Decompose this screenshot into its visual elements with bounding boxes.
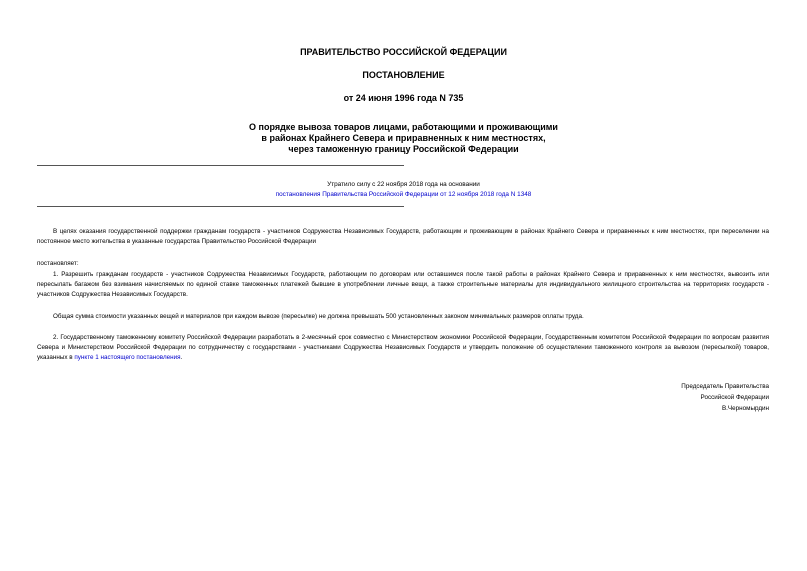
item-1-paragraph: 1. Разрешить гражданам государств - участников Содружества Независимых Государств, работающим по договорам или оставшимся после такой работы в районах Крайнего Севера и приравненных к ним местностях, вывозить или пересылать багажом без взимания начисляемых по единой ставке таможенных платежей бывшие в употреблении личные вещи, а также строительные материалы для индивидуального жилищного строительства на территориях государств - участников Содружества Независимых Государств.: [37, 271, 769, 298]
signatory-position-line-1: Председатель Правительства: [681, 383, 769, 390]
decrees-word: постановляет:: [37, 260, 79, 267]
repeal-decree-link[interactable]: постановления Правительства Российской Федерации от 12 ноября 2018 года N 1348: [275, 191, 532, 198]
status-note-text: Утратило силу с 22 ноября 2018 года на основании: [327, 181, 480, 188]
title-line-3: через таможенную границу Российской Федерации: [288, 144, 519, 154]
signatory-position-line-2: Российской Федерации: [700, 394, 769, 401]
divider-top: [37, 165, 404, 166]
item-2-end: .: [180, 354, 183, 361]
title-line-2: в районах Крайнего Севера и приравненных к ним местностях,: [261, 133, 546, 143]
item-1-limit-paragraph: Общая сумма стоимости указанных вещей и материалов при каждом вывозе (пересылке) не должна превышать 500 установленных законом минимальных размеров оплаты труда.: [53, 313, 584, 320]
title-line-1: О порядке вывоза товаров лицами, работающими и проживающими: [249, 122, 558, 132]
preamble-paragraph: В целях оказания государственной поддержки гражданам государств - участников Содружества Независимых Государств, работающим и проживающим в районах Крайнего Севера и приравненных к ним местностях, при переселении на постоянное место жительства в указанные государства Правительство Российской Федерации: [37, 228, 769, 245]
signatory-name: В.Черномырдин: [721, 405, 769, 412]
item-2-text: 2. Государственному таможенному комитету Российской Федерации разработать в 2-месячный срок совместно с Министерством экономики Российской Федерации, Государственным комитетом Российской Федерации по вопросам развития Севера и Министерством Российской Федерации по сотрудничеству с государствами - участниками Содружества Независимых Государств и утвердить положение об осуществлении таможенного контроля за вывозом (пересылкой) товаров, указанных в: [37, 334, 769, 361]
government-heading: ПРАВИТЕЛЬСТВО РОССИЙСКОЙ ФЕДЕРАЦИИ: [300, 47, 507, 57]
item-2-paragraph: [37, 333, 769, 363]
divider-bottom: [37, 206, 404, 207]
item-1-reference-link[interactable]: пункте 1 настоящего постановления: [74, 354, 181, 361]
document-date-number: от 24 июня 1996 года N 735: [343, 93, 464, 103]
document-type: ПОСТАНОВЛЕНИЕ: [362, 70, 445, 80]
